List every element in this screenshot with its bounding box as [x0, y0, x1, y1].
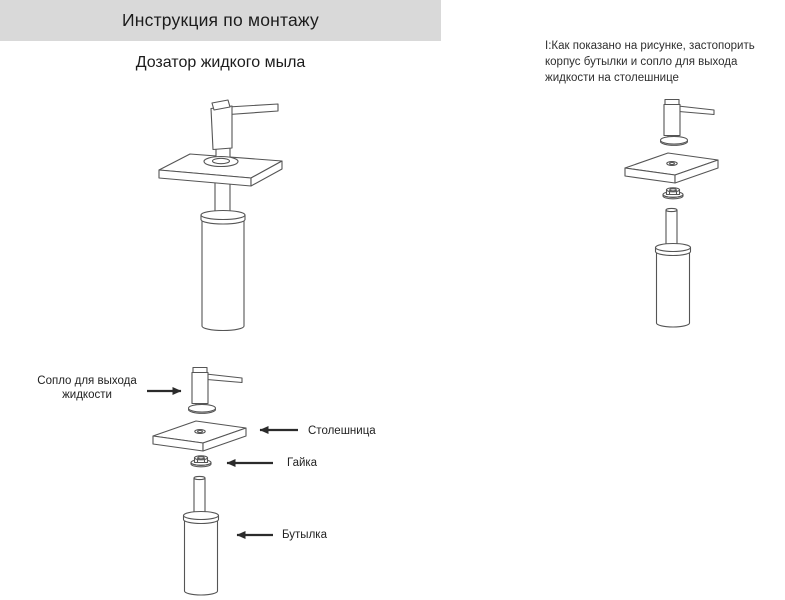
label-nut: Гайка	[287, 457, 318, 469]
product-subtitle: Дозатор жидкого мыла	[135, 54, 306, 71]
step1-dispenser-figure	[625, 100, 718, 327]
label-bottle: Бутылка	[282, 529, 327, 541]
label-countertop: Столешница	[308, 425, 376, 437]
step-1-note: I:Как показано на рисунке, застопорить корпус бутылки и сопло для выхода жидкости на столешнице	[545, 40, 755, 84]
label-nozzle: Сопло для выхода жидкости	[37, 375, 137, 401]
assembled-dispenser-figure	[159, 100, 282, 331]
page-title: Инструкция по монтажу	[122, 10, 319, 30]
exploded-dispenser-figure	[153, 368, 246, 595]
